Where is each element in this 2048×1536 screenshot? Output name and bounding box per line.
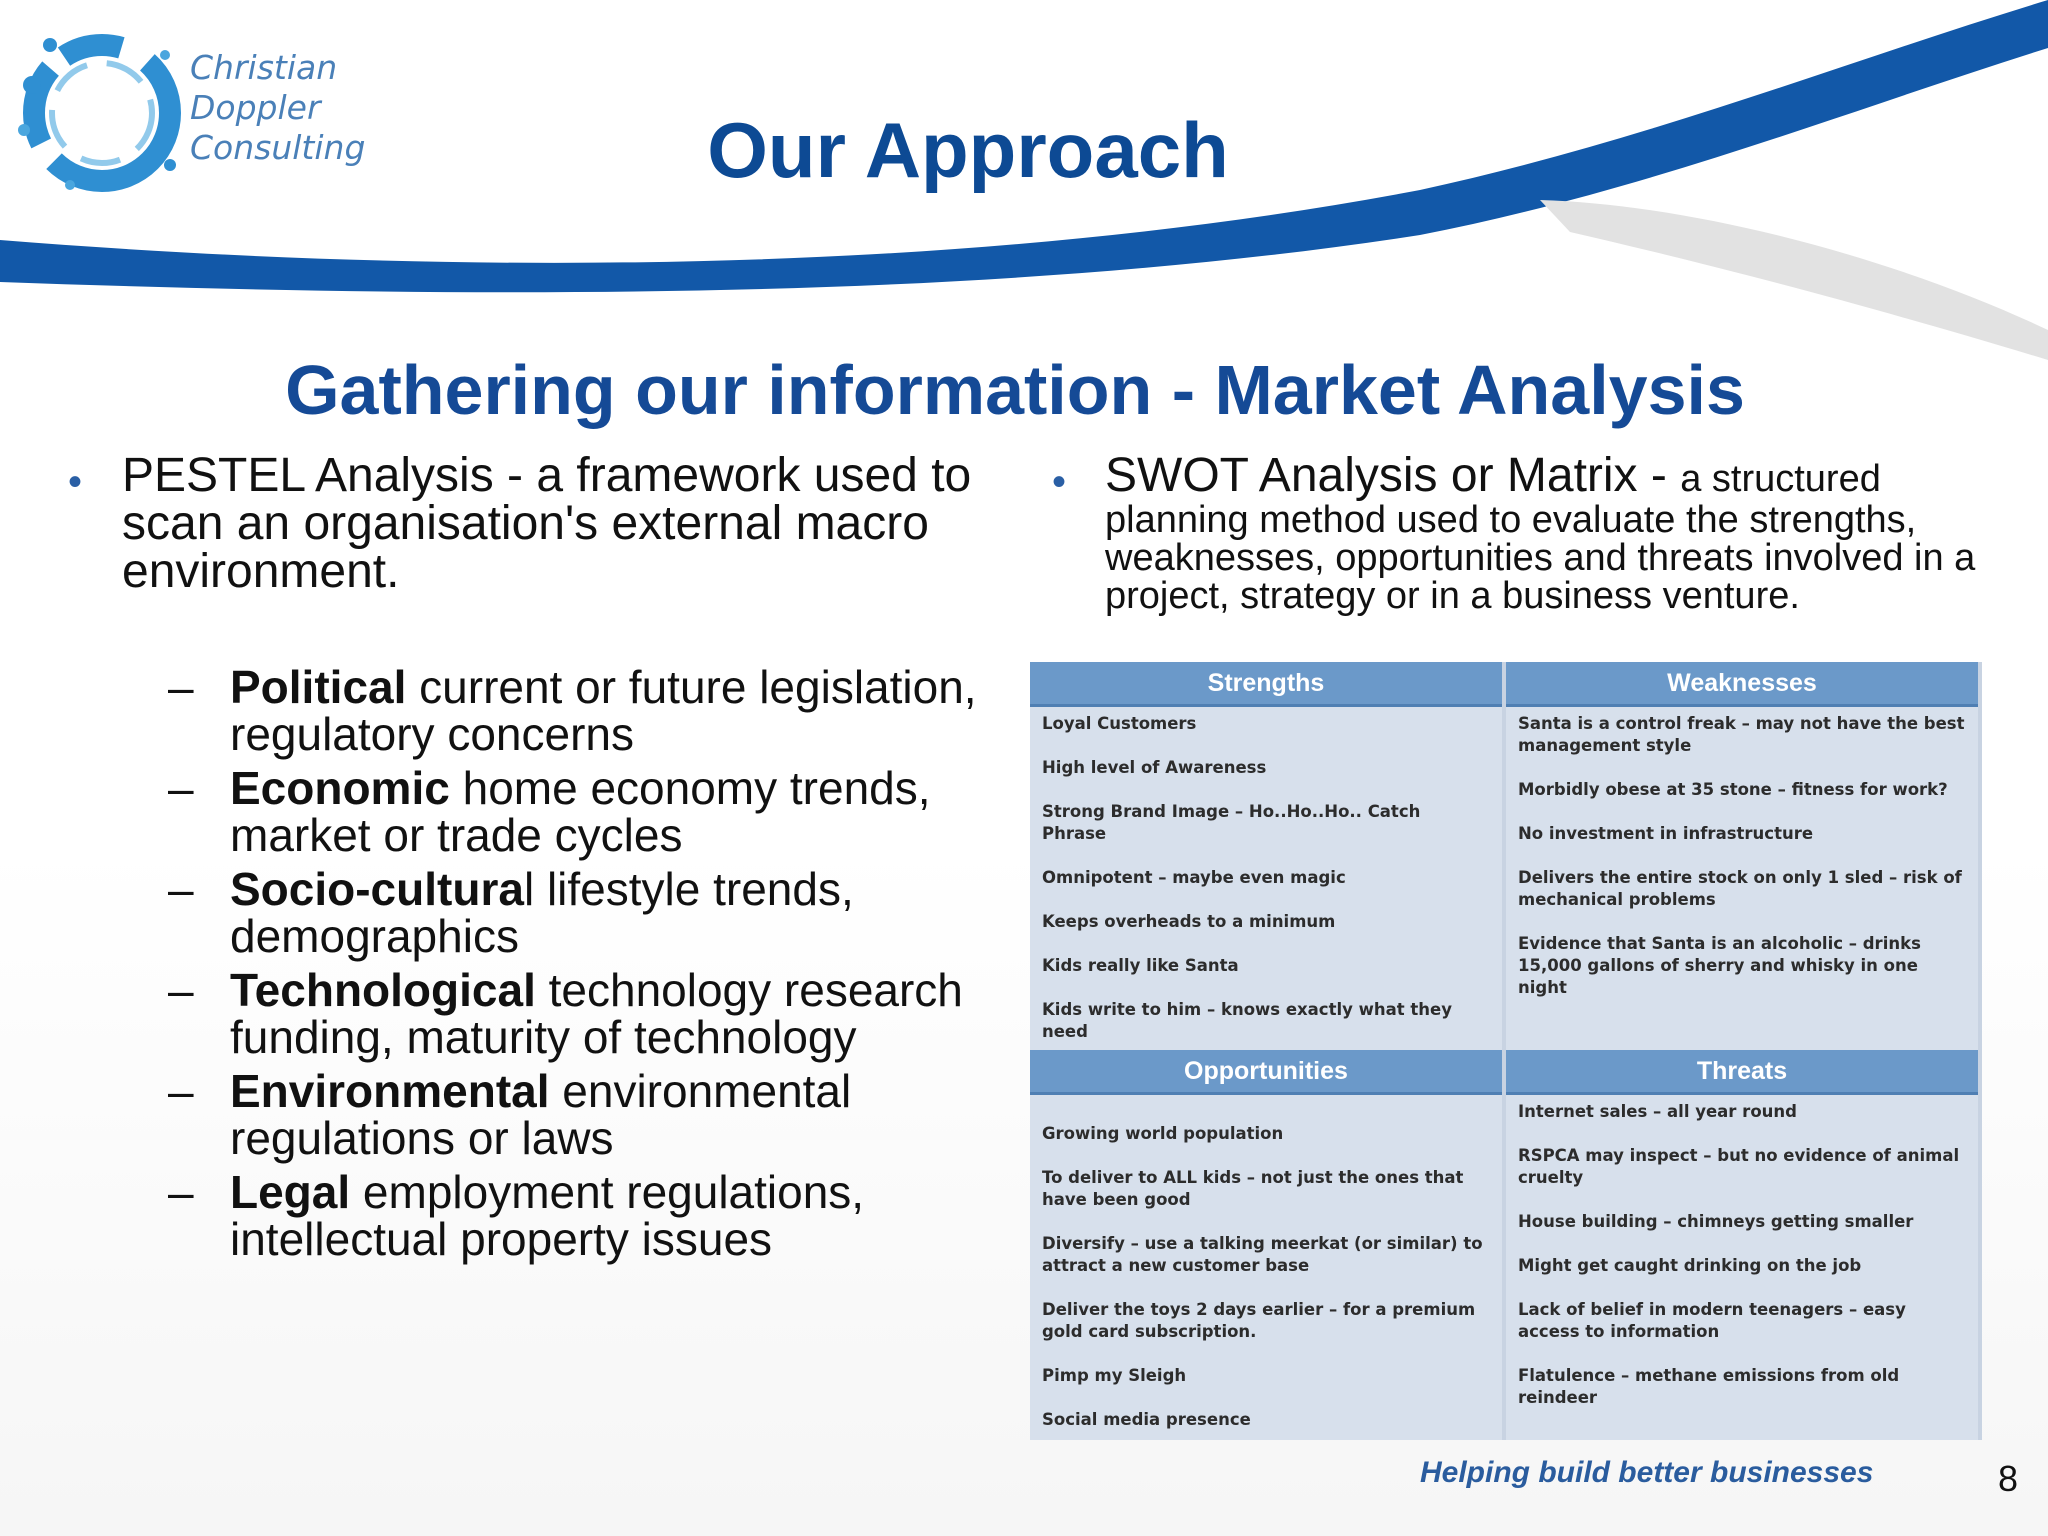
swot-item: Social media presence xyxy=(1042,1410,1251,1429)
logo-line-2: Doppler xyxy=(190,88,321,127)
pestel-item-political: – Political current or future legislation, regulatory concerns xyxy=(168,661,977,760)
pestel-desc: technology research funding, maturity of technology xyxy=(230,964,963,1063)
swot-item: Kids write to him – knows exactly what they need xyxy=(1042,1000,1452,1041)
pestel-item-technological: – Technological technology research funding, maturity of technology xyxy=(168,964,963,1063)
swot-heading: SWOT Analysis or Matrix - xyxy=(1105,449,1681,502)
footer-tagline: Helping build better businesses xyxy=(1420,1456,1874,1489)
slide-subtitle: Gathering our information - Market Analysis xyxy=(285,351,1745,429)
swot-item: Might get caught drinking on the job xyxy=(1518,1256,1862,1275)
pestel-item-legal: – Legal employment regulations, intellectual property issues xyxy=(168,1166,865,1265)
swot-item: Keeps overheads to a minimum xyxy=(1042,912,1336,931)
swot-item: Growing world population xyxy=(1042,1124,1284,1143)
pestel-desc: environmental regulations or laws xyxy=(230,1065,852,1164)
swot-item: Lack of belief in modern teenagers – easy access to information xyxy=(1518,1300,1906,1341)
swot-item: Internet sales – all year round xyxy=(1518,1102,1797,1121)
swot-item: Santa is a control freak – may not have the best management style xyxy=(1518,714,1965,755)
pestel-intro: PESTEL Analysis - a framework used to scan an organisation's external macro environment. xyxy=(122,449,972,598)
swot-quadrant-opportunities xyxy=(1030,1050,1502,1440)
swot-quadrant-weaknesses xyxy=(1506,662,1978,1051)
swot-item: Flatulence – methane emissions from old reindeer xyxy=(1518,1366,1900,1407)
swot-item: High level of Awareness xyxy=(1042,758,1267,777)
swot-quadrant-strengths xyxy=(1030,662,1502,1051)
swot-description: planning method used to evaluate the strengths, weaknesses, opportunities and threats involved in a project, strategy or in a business venture. xyxy=(1105,499,1976,617)
swot-item: No investment in infrastructure xyxy=(1518,824,1814,843)
page-number: 8 xyxy=(1998,1458,2019,1499)
swot-quadrant-threats xyxy=(1506,1050,1978,1440)
logo-line-3: Consulting xyxy=(190,128,366,167)
swot-bullet: • xyxy=(1052,460,1067,504)
swot-item: Diversify – use a talking meerkat (or similar) to attract a new customer base xyxy=(1042,1234,1483,1275)
pestel-term: Legal xyxy=(230,1166,351,1218)
swot-item: Pimp my Sleigh xyxy=(1042,1366,1187,1385)
quadrant-header: Weaknesses xyxy=(1506,662,1978,707)
pestel-term: Environmental xyxy=(230,1065,550,1117)
pestel-desc: home economy trends, market or trade cycles xyxy=(230,762,931,861)
pestel-list xyxy=(168,661,1028,1270)
swot-item: Deliver the toys 2 days earlier – for a premium gold card subscription. xyxy=(1042,1300,1476,1341)
swot-item: Delivers the entire stock on only 1 sled – risk of mechanical problems xyxy=(1518,868,1962,909)
pestel-item-socio-cultural: – Socio-cultural lifestyle trends, demographics xyxy=(168,863,854,962)
swot-item: Kids really like Santa xyxy=(1042,956,1239,975)
swot-item: Loyal Customers xyxy=(1042,714,1197,733)
swot-item: Omnipotent – maybe even magic xyxy=(1042,868,1346,887)
swot-item: Strong Brand Image – Ho..Ho..Ho.. Catch Phrase xyxy=(1042,802,1421,843)
quadrant-header: Opportunities xyxy=(1030,1050,1502,1095)
swot-item: House building – chimneys getting smaller xyxy=(1518,1212,1914,1231)
slide-title: Our Approach xyxy=(707,106,1229,194)
pestel-bullet: • xyxy=(68,460,83,504)
logo-line-1: Christian xyxy=(190,48,338,87)
pestel-item-environmental: – Environmental environmental regulations or laws xyxy=(168,1065,852,1164)
swot-intro xyxy=(1105,449,2005,617)
pestel-item-economic: – Economic home economy trends, market or trade cycles xyxy=(168,762,931,861)
swot-item: Evidence that Santa is an alcoholic – drinks 15,000 gallons of sherry and whisky in one night xyxy=(1518,934,1921,997)
pestel-term: Technological xyxy=(230,964,536,1016)
pestel-desc: current or future legislation, regulatory concerns xyxy=(230,661,977,760)
pestel-term: Socio-cultura xyxy=(230,863,524,915)
swot-matrix xyxy=(1030,662,1982,1440)
swot-item: Morbidly obese at 35 stone – fitness for work? xyxy=(1518,780,1948,799)
pestel-desc: l lifestyle trends, demographics xyxy=(230,863,854,962)
swot-heading-small: a structured xyxy=(1680,458,1881,500)
pestel-desc: employment regulations, intellectual property issues xyxy=(230,1166,865,1265)
pestel-term: Economic xyxy=(230,762,450,814)
quadrant-header: Threats xyxy=(1506,1050,1978,1095)
swot-item: RSPCA may inspect – but no evidence of animal cruelty xyxy=(1518,1146,1960,1187)
pestel-term: Political xyxy=(230,661,407,713)
swot-item: To deliver to ALL kids – not just the ones that have been good xyxy=(1042,1168,1464,1209)
quadrant-header: Strengths xyxy=(1030,662,1502,707)
